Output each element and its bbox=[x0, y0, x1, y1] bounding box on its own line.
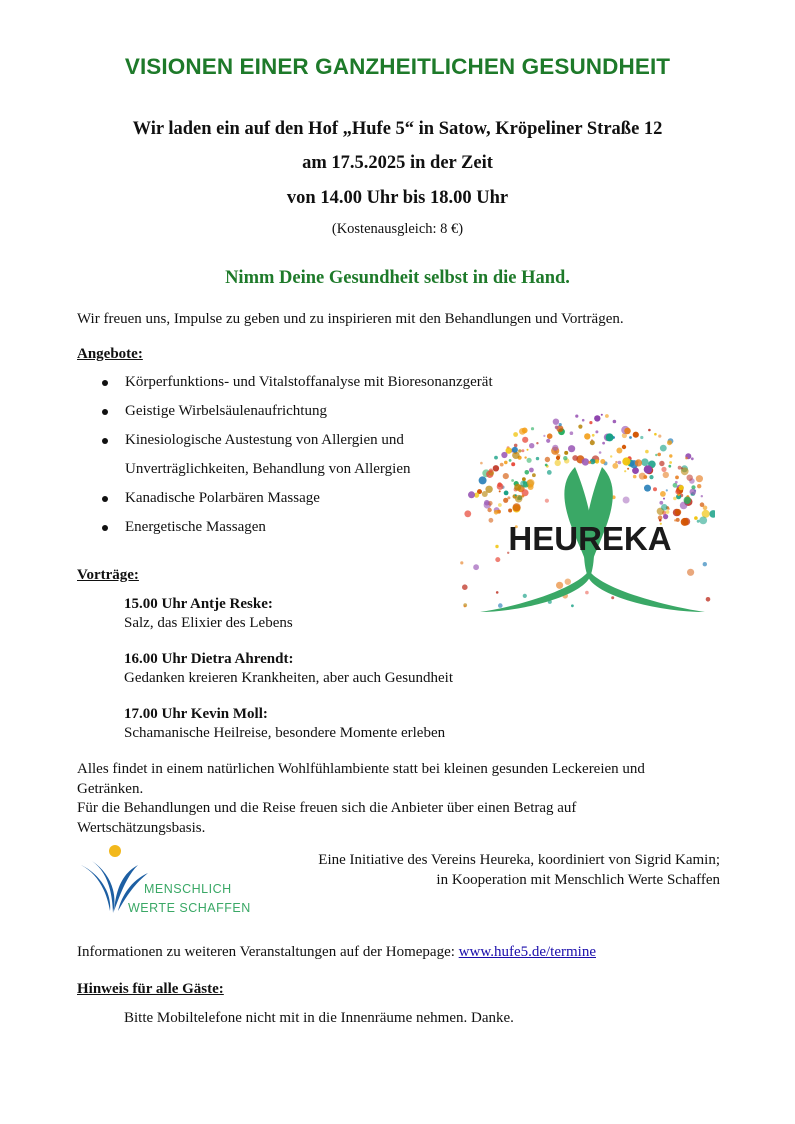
intro-text: Wir freuen uns, Impulse zu geben und zu inspirieren mit den Behandlungen und Vorträgen. bbox=[77, 311, 624, 327]
heureka-dot bbox=[633, 475, 637, 479]
heureka-dot bbox=[690, 489, 697, 496]
heureka-dot bbox=[496, 591, 499, 594]
heureka-dot bbox=[602, 442, 605, 445]
heureka-dot bbox=[687, 569, 694, 576]
heureka-dot bbox=[515, 495, 523, 503]
heureka-dot bbox=[697, 484, 701, 488]
heureka-dot bbox=[687, 475, 693, 481]
heureka-dot bbox=[511, 462, 515, 466]
heureka-dot bbox=[703, 562, 707, 566]
heureka-dot bbox=[547, 433, 553, 439]
heureka-dot bbox=[565, 579, 571, 585]
invite-line-date: am 17.5.2025 in der Zeit bbox=[302, 153, 493, 173]
heureka-dot bbox=[629, 436, 632, 439]
heureka-dot bbox=[600, 459, 605, 464]
heureka-dot bbox=[507, 496, 510, 499]
heureka-dot bbox=[666, 510, 670, 514]
heureka-dot bbox=[685, 457, 688, 460]
heureka-dot bbox=[571, 604, 574, 607]
heureka-dot bbox=[553, 419, 559, 425]
heureka-dot bbox=[697, 520, 700, 523]
heureka-dot bbox=[508, 509, 512, 513]
heureka-dot bbox=[675, 481, 678, 484]
heureka-dot bbox=[531, 427, 534, 430]
heureka-dot bbox=[489, 469, 493, 473]
talks-heading: Vorträge: bbox=[77, 567, 139, 583]
heureka-dot bbox=[605, 414, 609, 418]
heureka-dot bbox=[678, 466, 682, 470]
heureka-dot bbox=[599, 451, 602, 454]
mws-logo bbox=[76, 843, 256, 919]
heureka-dot bbox=[501, 452, 507, 458]
heureka-dot bbox=[655, 454, 657, 456]
heureka-dot bbox=[525, 470, 530, 475]
invite-line-time: von 14.00 Uhr bis 18.00 Uhr bbox=[286, 188, 509, 208]
heureka-dot bbox=[520, 480, 527, 487]
heureka-dot bbox=[493, 465, 499, 471]
heureka-dot bbox=[497, 483, 504, 490]
heureka-dot bbox=[659, 461, 664, 466]
heureka-dot bbox=[675, 490, 679, 494]
heureka-dot bbox=[509, 459, 512, 462]
heureka-dot bbox=[639, 473, 646, 480]
heureka-dot bbox=[675, 476, 679, 480]
heureka-dot bbox=[564, 451, 568, 455]
heureka-dot bbox=[518, 449, 521, 452]
heureka-dot bbox=[673, 497, 677, 501]
heureka-dot bbox=[701, 495, 703, 497]
heureka-dot bbox=[514, 484, 521, 491]
heureka-dot bbox=[484, 500, 490, 506]
heureka-dot bbox=[588, 461, 591, 464]
heureka-dot bbox=[660, 445, 667, 452]
heureka-dot bbox=[669, 461, 672, 464]
initiative-text: Eine Initiative des Vereins Heureka, koordiniert von Sigrid Kamin; in Kooperation mit Menschlich Werte Schaffen bbox=[318, 852, 720, 888]
heureka-dot bbox=[582, 458, 589, 465]
heureka-dot bbox=[489, 518, 494, 523]
heureka-dot bbox=[644, 485, 651, 492]
heureka-dot bbox=[624, 470, 626, 472]
heureka-dot bbox=[709, 510, 715, 518]
heureka-dot bbox=[691, 494, 693, 496]
heureka-dot bbox=[663, 498, 665, 500]
notice-heading: Hinweis für alle Gäste: bbox=[77, 981, 224, 997]
cost-note: (Kostenausgleich: 8 €) bbox=[331, 221, 464, 237]
offer-item-continuation: Unverträglichkeiten, Behandlung von Allergien bbox=[125, 461, 411, 477]
heureka-dot bbox=[606, 433, 614, 441]
heureka-dot bbox=[513, 503, 521, 511]
heureka-dot bbox=[594, 415, 600, 421]
heureka-dot bbox=[622, 445, 626, 449]
heureka-dot bbox=[464, 605, 466, 607]
heureka-dot bbox=[640, 436, 643, 439]
heureka-dot bbox=[641, 458, 649, 466]
heureka-dot bbox=[495, 545, 498, 548]
heureka-dot bbox=[611, 596, 614, 599]
heureka-dot bbox=[644, 465, 652, 473]
heureka-dot bbox=[487, 508, 491, 512]
offer-item: Körperfunktions- und Vitalstoffanalyse mit Bioresonanzgerät bbox=[77, 368, 493, 397]
heureka-dot bbox=[503, 473, 509, 479]
bullet-icon bbox=[102, 409, 108, 415]
heureka-dot bbox=[696, 475, 703, 482]
heureka-dot bbox=[592, 434, 595, 437]
heureka-dot bbox=[552, 445, 558, 451]
heureka-dot bbox=[669, 454, 672, 457]
slogan: Nimm Deine Gesundheit selbst in die Hand. bbox=[225, 268, 570, 288]
heureka-dot bbox=[668, 465, 671, 468]
heureka-dot bbox=[658, 435, 661, 438]
heureka-dot bbox=[582, 419, 585, 422]
heureka-dot bbox=[584, 433, 590, 439]
offer-item: Geistige Wirbelsäulenaufrichtung bbox=[77, 397, 493, 426]
heureka-dot bbox=[495, 557, 500, 562]
heureka-dot bbox=[462, 584, 468, 590]
heureka-dot bbox=[595, 459, 599, 463]
heureka-dot bbox=[527, 458, 532, 463]
offer-item: Kanadische Polarbären Massage bbox=[77, 484, 493, 513]
heureka-wordmark: HEUREKA bbox=[508, 520, 672, 557]
heureka-dot bbox=[618, 461, 622, 465]
heureka-dot bbox=[684, 497, 691, 504]
homepage-link[interactable]: www.hufe5.de/termine bbox=[458, 944, 596, 960]
heureka-dot bbox=[500, 463, 504, 467]
heureka-dot bbox=[570, 431, 574, 435]
talk-speaker: 16.00 Uhr Dietra Ahrendt: bbox=[124, 651, 294, 667]
heureka-dot bbox=[545, 499, 549, 503]
heureka-dot bbox=[563, 456, 567, 460]
heureka-dot bbox=[568, 445, 575, 452]
talk-topic: Schamanische Heilreise, besondere Momente erleben bbox=[124, 725, 446, 741]
bullet-icon bbox=[102, 380, 108, 386]
heureka-dot bbox=[546, 439, 550, 443]
heureka-dot bbox=[555, 460, 561, 466]
heureka-dot bbox=[610, 455, 612, 457]
heureka-dot bbox=[585, 591, 589, 595]
heureka-dot bbox=[589, 421, 592, 424]
heureka-dot bbox=[504, 491, 509, 496]
heureka-dot bbox=[529, 443, 534, 448]
heureka-dot bbox=[675, 509, 681, 515]
heureka-dot bbox=[624, 428, 631, 435]
heureka-dot bbox=[661, 504, 668, 511]
heureka-dot bbox=[494, 456, 498, 460]
page-title: VISIONEN EINER GANZHEITLICHEN GESUNDHEIT bbox=[124, 54, 671, 79]
talk-speaker: 17.00 Uhr Kevin Moll: bbox=[124, 706, 268, 722]
info-line: Informationen zu weiteren Veranstaltungen auf der Homepage: www.hufe5.de/termine bbox=[77, 944, 596, 960]
heureka-dot bbox=[681, 518, 689, 526]
heureka-dot bbox=[615, 461, 617, 463]
heureka-dot bbox=[649, 475, 653, 479]
heureka-dot bbox=[523, 594, 527, 598]
mws-text-line2: WERTE SCHAFFEN bbox=[128, 901, 251, 915]
heureka-dot bbox=[691, 457, 694, 460]
heureka-dot bbox=[559, 423, 562, 426]
heureka-dot bbox=[661, 467, 666, 472]
heureka-dot bbox=[512, 447, 518, 453]
bullet-icon bbox=[102, 525, 108, 531]
heureka-dot bbox=[545, 457, 550, 462]
heureka-dot bbox=[706, 597, 711, 602]
heureka-dot bbox=[572, 455, 578, 461]
heureka-dot bbox=[532, 473, 536, 477]
heureka-dot bbox=[663, 514, 668, 519]
heureka-dot bbox=[556, 582, 563, 589]
heureka-dot bbox=[536, 442, 538, 444]
heureka-dot bbox=[513, 432, 518, 437]
heureka-dot bbox=[601, 414, 603, 416]
talk-item bbox=[124, 705, 445, 743]
heureka-dot bbox=[627, 468, 629, 470]
heureka-dot bbox=[691, 485, 695, 489]
heureka-dot bbox=[498, 503, 502, 507]
heureka-dot bbox=[613, 420, 617, 424]
talk-item bbox=[124, 650, 453, 688]
bullet-icon bbox=[102, 438, 108, 444]
heureka-dot bbox=[699, 517, 707, 525]
notice-text: Bitte Mobiltelefone nicht mit in die Innenräume nehmen. Danke. bbox=[124, 1010, 514, 1026]
heureka-dot bbox=[694, 516, 698, 520]
heureka-dot bbox=[473, 564, 479, 570]
heureka-dot bbox=[660, 491, 666, 497]
heureka-dot bbox=[666, 489, 668, 491]
heureka-dot bbox=[536, 457, 539, 460]
heureka-dot bbox=[575, 415, 578, 418]
heureka-dot bbox=[527, 479, 535, 487]
talk-item bbox=[124, 595, 293, 633]
heureka-dot bbox=[498, 603, 503, 608]
heureka-dot bbox=[622, 457, 630, 465]
offer-item: Kinesiologische Austestung von Allergien und bbox=[77, 426, 493, 455]
heureka-dot bbox=[555, 425, 559, 429]
heureka-dot bbox=[529, 468, 534, 473]
offers-heading: Angebote: bbox=[77, 346, 143, 362]
heureka-dot bbox=[667, 440, 672, 445]
heureka-dot bbox=[494, 510, 499, 515]
heureka-dot bbox=[578, 425, 582, 429]
heureka-dot bbox=[480, 462, 483, 465]
heureka-dot bbox=[556, 456, 560, 460]
heureka-dot bbox=[623, 497, 630, 504]
heureka-dot bbox=[524, 456, 526, 458]
heureka-dot bbox=[633, 432, 639, 438]
heureka-dot bbox=[460, 561, 463, 564]
heureka-dot bbox=[504, 461, 508, 465]
heureka-dot bbox=[700, 502, 705, 507]
heureka-dot bbox=[676, 518, 680, 522]
offer-item: Energetische Massagen bbox=[77, 513, 493, 542]
heureka-dot bbox=[645, 450, 649, 454]
heureka-dot bbox=[616, 448, 622, 454]
heureka-dot bbox=[667, 507, 670, 510]
heureka-dot bbox=[663, 472, 669, 478]
heureka-dot bbox=[659, 501, 663, 505]
talk-speaker: 15.00 Uhr Antje Reske: bbox=[124, 596, 273, 612]
bullet-icon bbox=[102, 496, 108, 502]
talk-topic: Gedanken kreieren Krankheiten, aber auch Gesundheit bbox=[124, 670, 454, 686]
heureka-dot bbox=[590, 440, 595, 445]
heureka-dot bbox=[595, 430, 598, 433]
heureka-dot bbox=[679, 485, 684, 490]
heureka-dot bbox=[519, 428, 526, 435]
heureka-dot bbox=[635, 459, 642, 466]
heureka-dot bbox=[499, 490, 501, 492]
heureka-dot bbox=[632, 467, 639, 474]
heureka-dot bbox=[464, 510, 471, 517]
heureka-dot bbox=[543, 435, 545, 437]
heureka-dot bbox=[468, 491, 475, 498]
heureka-dot bbox=[657, 453, 661, 457]
heureka-dot bbox=[511, 479, 514, 482]
ambience-text: Alles findet in einem natürlichen Wohlfühlambiente statt bei kleinen gesunden Leckereien und Getränken. Für die Behandlungen und die Reise freuen sich die Anbieter über einen Betrag auf Wertschätzungsbasis. bbox=[77, 761, 645, 836]
heureka-dot bbox=[482, 491, 488, 497]
heureka-dot bbox=[654, 433, 657, 436]
heureka-dot bbox=[681, 467, 683, 469]
mws-sun-icon bbox=[109, 845, 121, 857]
heureka-dot bbox=[514, 444, 518, 448]
offers-list bbox=[77, 368, 493, 542]
heureka-dot bbox=[648, 429, 651, 432]
heureka-dot bbox=[653, 487, 657, 491]
heureka-dot bbox=[547, 470, 552, 475]
talk-topic: Salz, das Elixier des Lebens bbox=[124, 615, 293, 631]
invite-line-location: Wir laden ein auf den Hof „Hufe 5“ in Satow, Kröpeliner Straße 12 bbox=[132, 119, 663, 139]
heureka-dot bbox=[521, 449, 524, 452]
heureka-dot bbox=[522, 477, 526, 481]
heureka-dot bbox=[612, 463, 618, 469]
heureka-dot bbox=[527, 449, 529, 451]
mws-text-line1: MENSCHLICH bbox=[144, 882, 232, 896]
heureka-logo bbox=[450, 412, 715, 634]
heureka-dot bbox=[545, 464, 548, 467]
heureka-dot bbox=[522, 437, 528, 443]
heureka-dot bbox=[479, 476, 487, 484]
